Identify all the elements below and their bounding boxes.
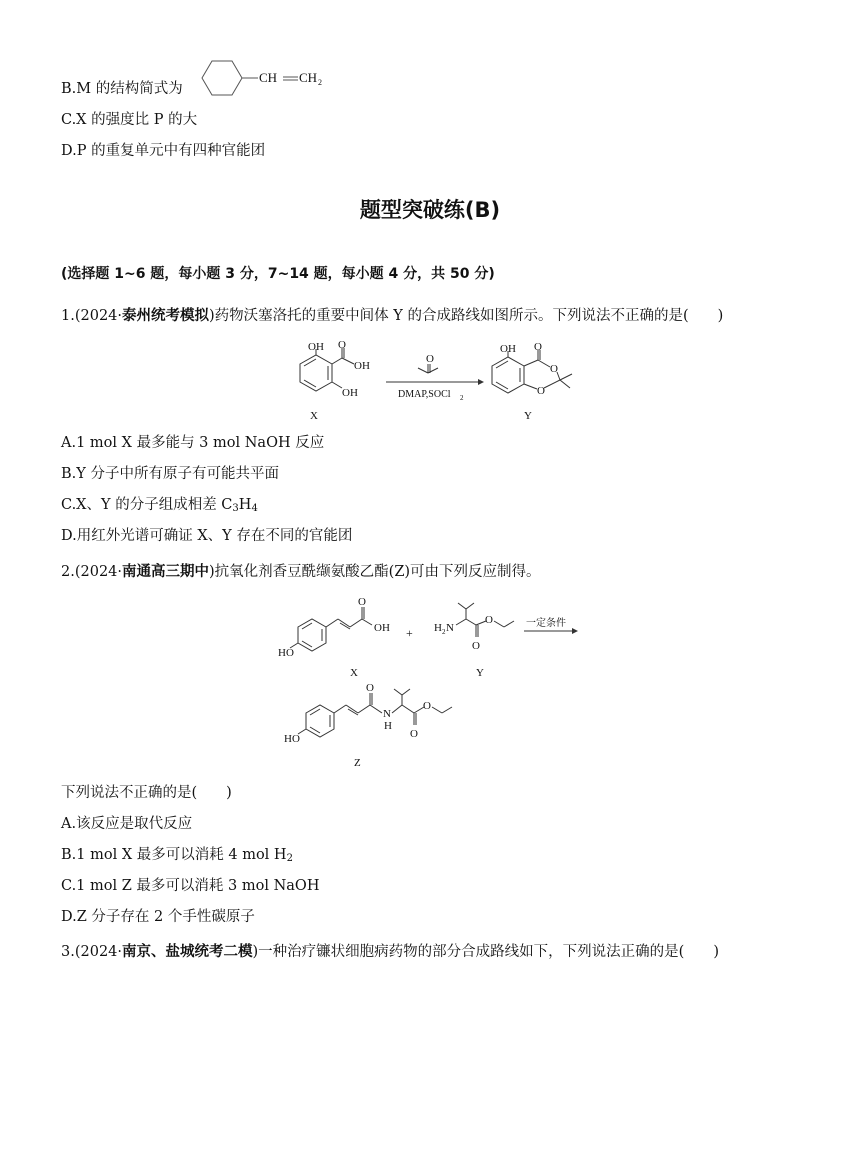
styrene-structure	[192, 58, 332, 98]
q2-x-label: X	[350, 667, 358, 679]
conditions: DMAP,SOCl	[398, 389, 451, 400]
q1-reaction-scheme	[280, 340, 580, 425]
q2-x-carbonyl-o: O	[358, 596, 366, 608]
q2-option-d: D.Z 分子存在 2 个手性碳原子	[61, 909, 255, 925]
q1-option-c	[61, 496, 258, 514]
q1-stem	[61, 307, 723, 325]
q2-z-ester-o: O	[423, 700, 431, 712]
vinyl-ch2-label: CH	[299, 70, 318, 85]
q2-option-a: A.该反应是取代反应	[61, 816, 193, 832]
x-label: X	[310, 410, 318, 422]
q2-y-label: Y	[476, 667, 484, 679]
q2-y-n: N	[446, 622, 454, 634]
y-ring-o1: O	[550, 363, 558, 375]
q1-option-d: D.用红外光谱可确证 X、Y 存在不同的官能团	[61, 528, 353, 544]
q2-y-h: H	[434, 622, 442, 634]
q1-option-c-sub2: 4	[251, 503, 258, 514]
q2-option-c: C.1 mol Z 最多可以消耗 3 mol NaOH	[61, 878, 320, 894]
vinyl-ch2-sub: 2	[318, 78, 322, 87]
vinyl-ch-label: CH	[259, 70, 278, 85]
q2-number: 2.(2024·	[61, 564, 123, 580]
q1-source: 泰州统考模拟	[122, 308, 210, 324]
q2-conditions: 一定条件	[526, 618, 566, 629]
section-title: 题型突破练(B)	[359, 198, 501, 222]
x-oh-bottom: OH	[342, 387, 358, 399]
q2-z-amide-o: O	[366, 682, 374, 694]
q1-option-c-pre: C.X、Y 的分子组成相差 C	[61, 497, 233, 513]
q3-text: )一种治疗镰状细胞病药物的部分合成路线如下，下列说法正确的是( )	[252, 944, 719, 960]
q2-option-b	[61, 846, 293, 864]
reagent-o: O	[426, 353, 434, 365]
y-carbonyl-o: O	[534, 341, 542, 353]
q1-option-c-mid: H	[238, 497, 252, 513]
x-carbonyl-o: O	[338, 340, 346, 351]
q3-stem	[61, 943, 719, 961]
q2-option-b-sub: 2	[286, 853, 293, 864]
q1-text: )药物沃塞洛托的重要中间体 Y 的合成路线如图所示。下列说法不正确的是( )	[209, 308, 724, 324]
q1-option-b: B.Y 分子中所有原子有可能共平面	[61, 466, 279, 482]
q2-z-carbonyl-o: O	[410, 728, 418, 740]
q2-y-h-sub: 2	[442, 628, 446, 636]
y-oh: OH	[500, 343, 516, 355]
q2-y-carbonyl-o: O	[472, 640, 480, 652]
q2-option-b-pre: B.1 mol X 最多可以消耗 4 mol H	[61, 847, 287, 863]
x-acid-oh: OH	[354, 360, 370, 372]
q2-stem	[61, 563, 541, 581]
conditions-sub: 2	[460, 394, 464, 402]
q1-option-a: A.1 mol X 最多能与 3 mol NaOH 反应	[61, 435, 325, 451]
instructions: (选择题 1~6 题，每小题 3 分，7~14 题，每小题 4 分，共 50 分)	[61, 266, 495, 282]
y-ring-o2: O	[537, 385, 545, 397]
y-label: Y	[524, 410, 532, 422]
q2-x-ho: HO	[278, 647, 294, 659]
q2-reaction-scheme	[272, 595, 592, 775]
q2-z-h: H	[384, 720, 392, 732]
x-oh-top: OH	[308, 341, 324, 353]
q2-z-label: Z	[354, 757, 361, 769]
q2-z-n: N	[383, 708, 391, 720]
q2-prompt: 下列说法不正确的是( )	[61, 785, 232, 801]
q2-x-oh: OH	[374, 622, 390, 634]
prev-option-c: C.X 的强度比 P 的大	[61, 112, 198, 128]
plus-sign: +	[406, 626, 413, 640]
q2-text: )抗氧化剂香豆酰缬氨酸乙酯(Z)可由下列反应制得。	[209, 564, 541, 580]
prev-option-d: D.P 的重复单元中有四种官能团	[61, 143, 266, 159]
q2-z-ho: HO	[284, 733, 300, 745]
q3-number: 3.(2024·	[61, 944, 123, 960]
q2-y-ester-o: O	[485, 614, 493, 626]
q3-source: 南京、盐城统考二模	[122, 944, 253, 960]
prev-option-b	[61, 80, 183, 98]
q1-option-c-sub1: 3	[232, 503, 239, 514]
q1-number: 1.(2024·	[61, 308, 123, 324]
prev-option-b-text: B.M 的结构简式为	[61, 81, 183, 97]
q2-source: 南通高三期中	[122, 564, 210, 580]
